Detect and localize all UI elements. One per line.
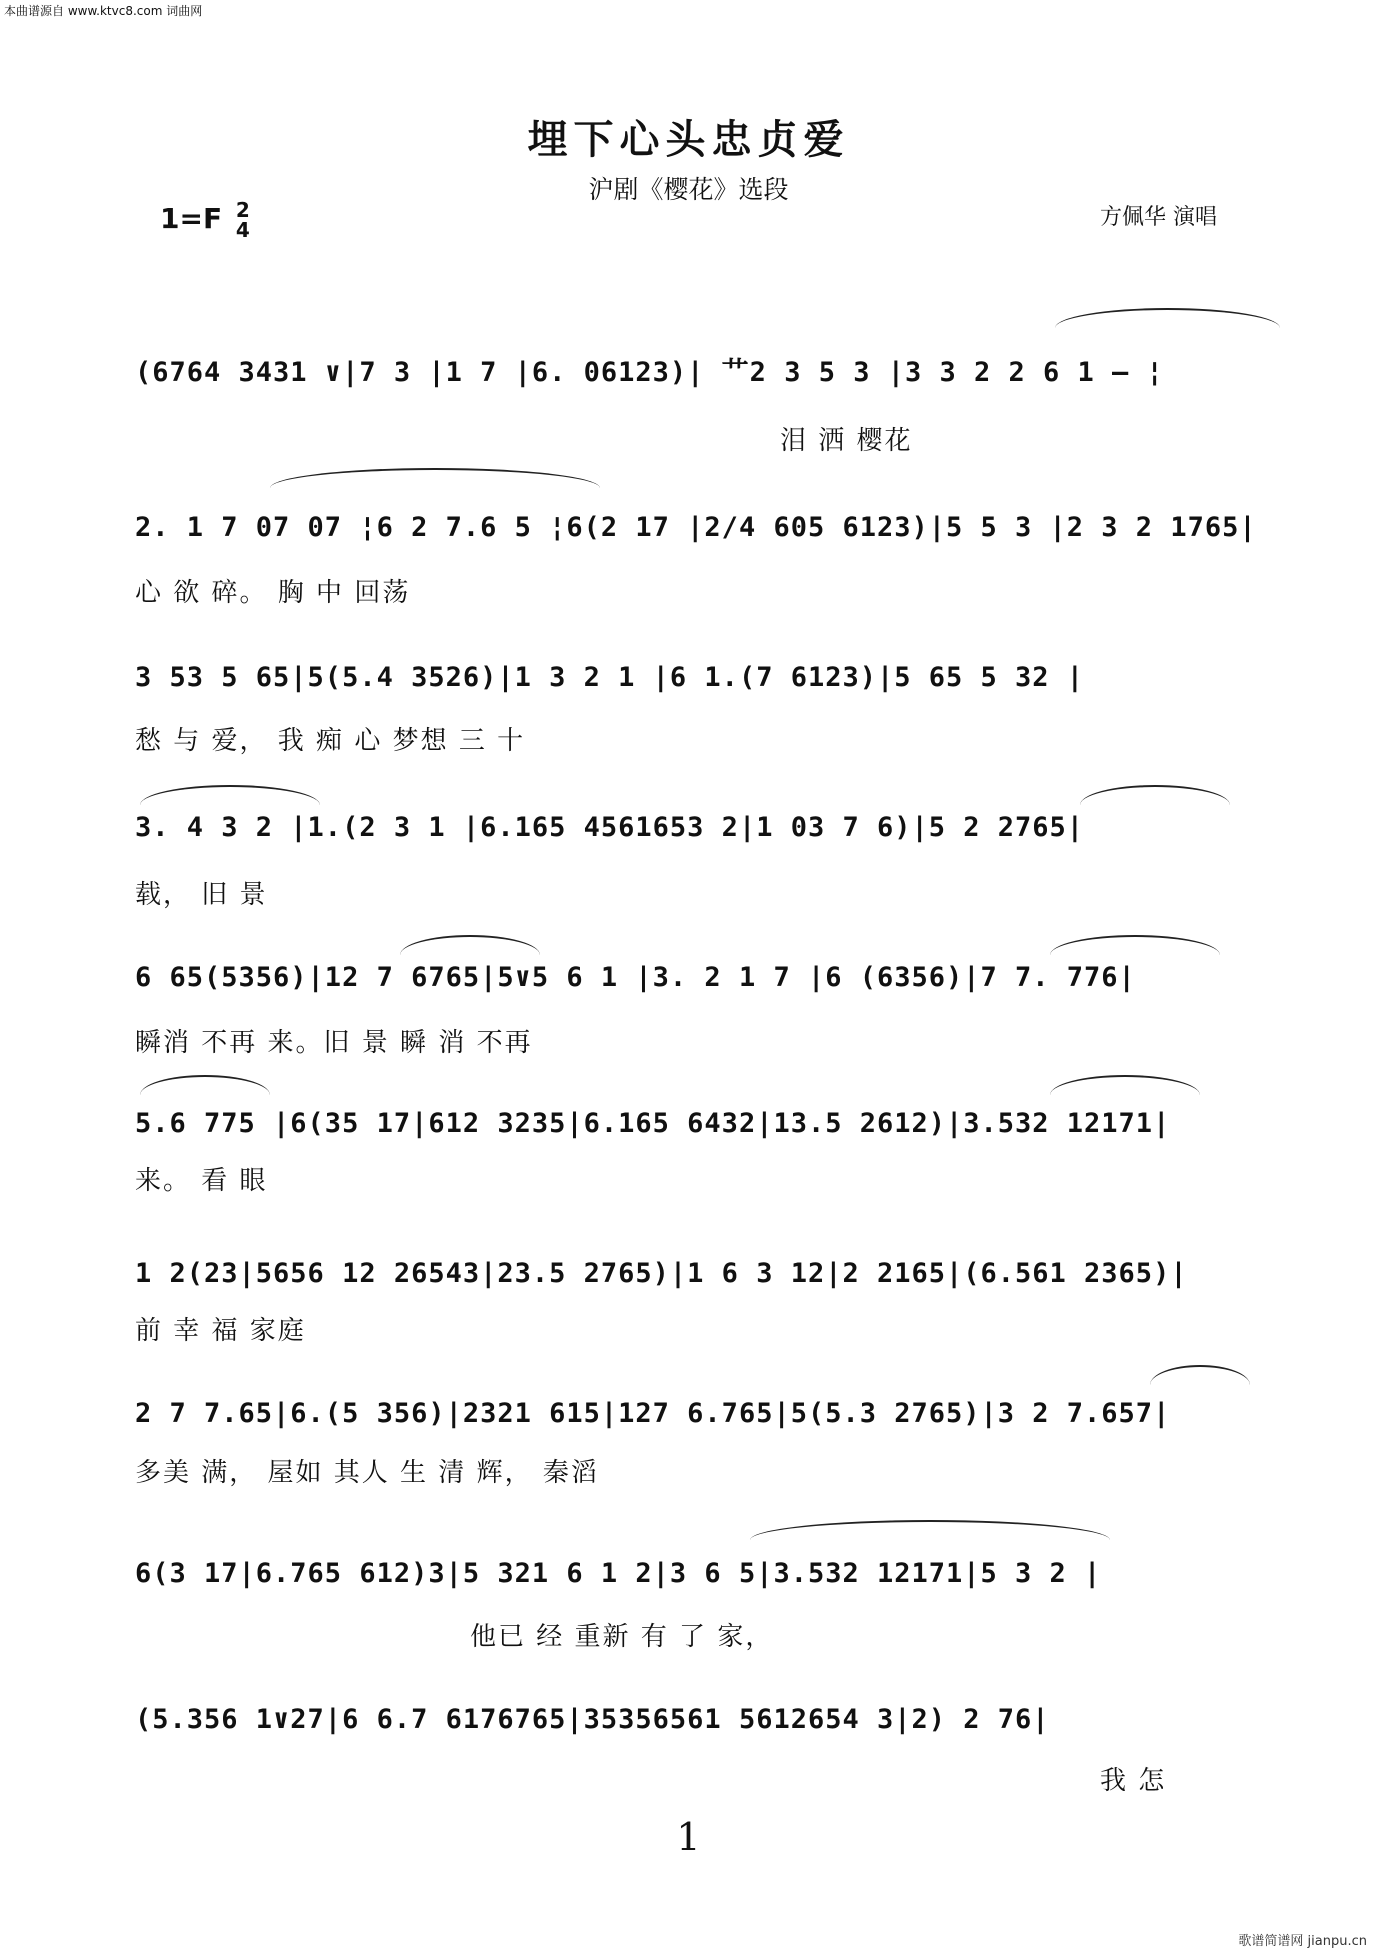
lyrics-line-2: 心 欲 碎。 胸 中 回荡 [135,578,411,608]
slur-arc [270,468,600,488]
notation-line-6: 5.6 775 |6(35 17|612 3235|6.165 6432|13.5 2612)|3.532 12171| [135,1108,1171,1139]
lyrics-line-6: 来。 看 眼 [135,1166,268,1196]
site-watermark: 歌谱简谱网 jianpu.cn [1238,1934,1367,1949]
slur-arc [400,935,540,955]
time-bottom: 4 [235,218,250,242]
slur-arc [140,785,320,805]
key-label: 1=F [160,202,223,235]
notation-line-8: 2 7 7.65|6.(5 356)|2321 615|127 6.765|5(5.3 2765)|3 2 7.657| [135,1398,1171,1429]
notation-line-1: (6764 3431 ∨|7 3 |1 7 |6. 06123)| 艹2 3 5 3 |3 3 2 2 6 1 – ¦ [135,357,1164,388]
slur-arc [1050,935,1220,955]
lyrics-line-5: 瞬消 不再 来。旧 景 瞬 消 不再 [135,1028,533,1058]
time-signature [236,200,250,240]
lyrics-line-8: 多美 满， 屋如 其人 生 清 辉， 秦滔 [135,1458,599,1488]
slur-arc [1050,1075,1200,1095]
slur-arc [1055,308,1280,328]
notation-line-3: 3 53 5 65|5(5.4 3526)|1 3 2 1 |6 1.(7 6123)|5 65 5 32 | [135,662,1085,693]
key-signature [160,200,250,240]
source-credit: 本曲谱源自 www.ktvc8.com 词曲网 [4,4,203,18]
page-number: 1 [676,1815,701,1859]
lyrics-line-7: 前 幸 福 家庭 [135,1316,306,1346]
notation-line-4: 3. 4 3 2 |1.(2 3 1 |6.165 4561653 2|1 03 7 6)|5 2 2765| [135,812,1085,843]
lyrics-line-4: 载， 旧 景 [135,880,268,910]
slur-arc [1150,1365,1250,1385]
notation-line-5: 6 65(5356)|12 7 6765|5∨5 6 1 |3. 2 1 7 |6 (6356)|7 7. 776| [135,962,1136,993]
lyrics-line-9: 他已 经 重新 有 了 家， [470,1622,774,1652]
slur-arc [1080,785,1230,805]
time-top: 2 [235,198,250,222]
notation-line-7: 1 2(23|5656 12 26543|23.5 2765)|1 6 3 12|2 2165|(6.561 2365)| [135,1258,1188,1289]
lyrics-line-3: 愁 与 爱， 我 痴 心 梦想 三 十 [135,726,526,756]
song-title: 埋下心头忠贞爱 [527,116,850,163]
notation-line-2: 2. 1 7 07 07 ¦6 2 7.6 5 ¦6(2 17 |2/4 605 6123)|5 5 3 |2 3 2 1765| [135,512,1257,543]
slur-arc [140,1075,270,1095]
notation-line-9: 6(3 17|6.765 612)3|5 321 6 1 2|3 6 5|3.532 12171|5 3 2 | [135,1558,1102,1589]
slur-arc [750,1520,1110,1540]
performer-credit: 方佩华 演唱 [1100,205,1217,230]
lyrics-line-10: 我 怎 [1100,1766,1167,1796]
song-subtitle: 沪剧《樱花》选段 [588,175,789,204]
notation-line-10: (5.356 1∨27|6 6.7 6176765|35356561 5612654 3|2) 2 76| [135,1704,1050,1735]
lyrics-line-1: 泪 洒 樱花 [780,426,913,456]
